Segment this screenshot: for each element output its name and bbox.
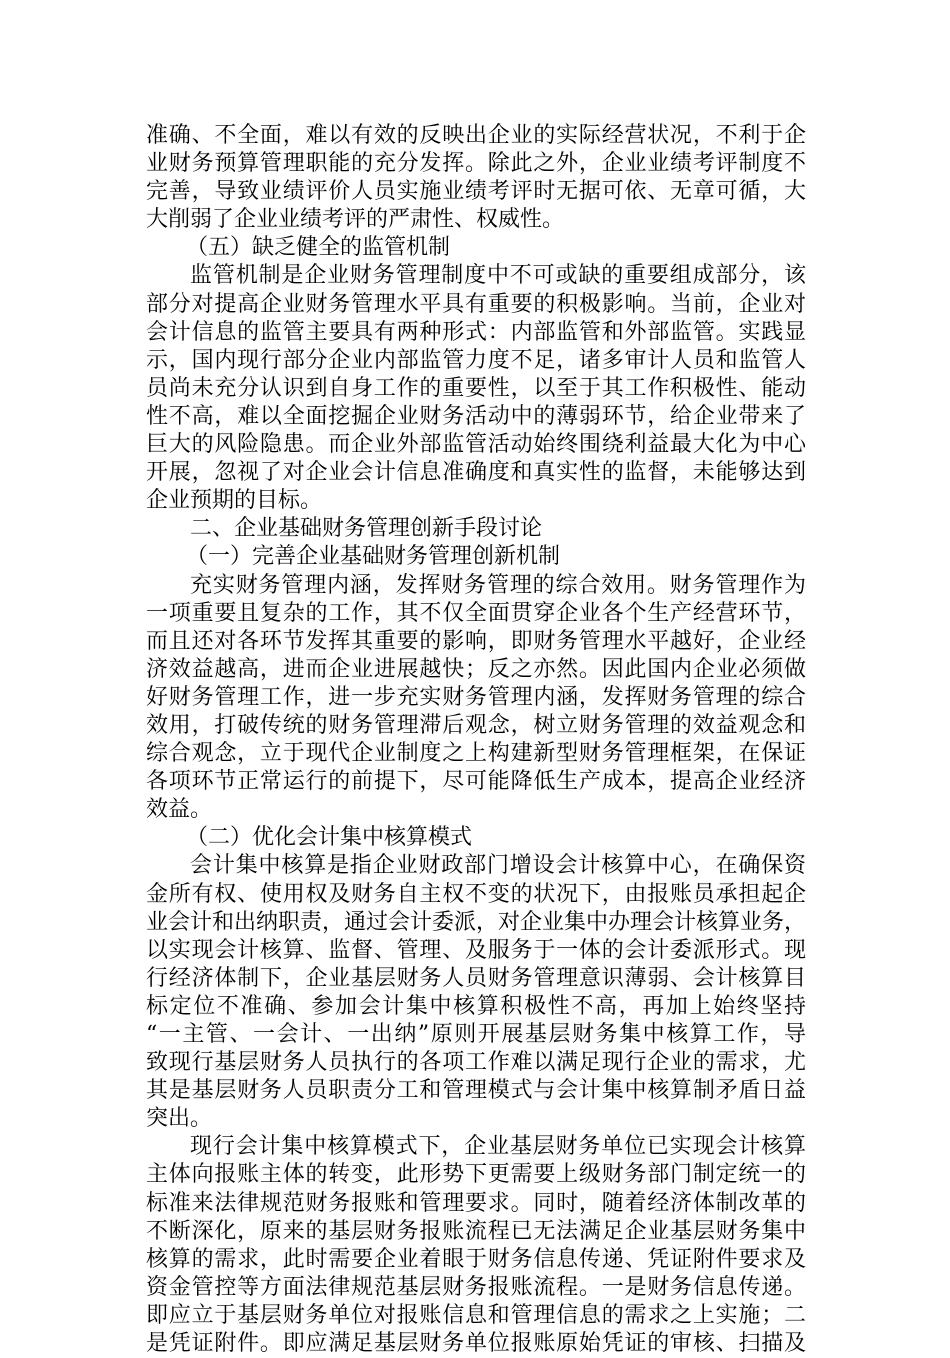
text-line: 济效益越高，进而企业进展越快；反之亦然。因此国内企业必须做 bbox=[146, 656, 806, 682]
text-line: 会计集中核算是指企业财政部门增设会计核算中心，在确保资 bbox=[190, 853, 806, 879]
text-line: 各项环节正常运行的前提下，尽可能降低生产成本，提高企业经济 bbox=[146, 769, 806, 795]
text-line: 不断深化，原来的基层财务报账流程已无法满足企业基层财务集中 bbox=[146, 1218, 806, 1244]
document-body bbox=[146, 122, 806, 1358]
section-heading: 二、企业基础财务管理创新手段讨论 bbox=[190, 516, 543, 542]
text-line: 主体向报账主体的转变，此形势下更需要上级财务部门制定统一的 bbox=[146, 1162, 806, 1188]
text-line: 以实现会计核算、监督、管理、及服务于一体的会计委派形式。现 bbox=[146, 937, 806, 963]
text-line: 监管机制是企业财务管理制度中不可或缺的重要组成部分，该 bbox=[190, 263, 806, 289]
text-line: 即应立于基层财务单位对报账信息和管理信息的需求之上实施；二 bbox=[146, 1302, 806, 1328]
text-line: 金所有权、使用权及财务自主权不变的状况下，由报账员承担起企 bbox=[146, 881, 806, 907]
text-line: 性不高，难以全面挖掘企业财务活动中的薄弱环节，给企业带来了 bbox=[146, 403, 806, 429]
text-line: 综合观念，立于现代企业制度之上构建新型财务管理框架，在保证 bbox=[146, 741, 806, 767]
text-line: 而且还对各环节发挥其重要的影响，即财务管理水平越好，企业经 bbox=[146, 628, 806, 654]
text-line: 现行会计集中核算模式下，企业基层财务单位已实现会计核算 bbox=[190, 1134, 806, 1160]
text-line: 是凭证附件。即应满足基层财务单位报账原始凭证的审核、扫描及 bbox=[146, 1331, 806, 1357]
text-line: 效益。 bbox=[146, 797, 213, 823]
section-heading: （五）缺乏健全的监管机制 bbox=[186, 235, 451, 261]
text-line: 员尚未充分认识到自身工作的重要性，以至于其工作积极性、能动 bbox=[146, 375, 806, 401]
section-heading: （一）完善企业基础财务管理创新机制 bbox=[186, 544, 561, 570]
text-line: 突出。 bbox=[146, 1106, 213, 1132]
text-line: 业会计和出纳职责，通过会计委派，对企业集中办理会计核算业务， bbox=[146, 909, 807, 935]
text-line: 会计信息的监管主要具有两种形式：内部监管和外部监管。实践显 bbox=[146, 319, 806, 345]
text-line: 致现行基层财务人员执行的各项工作难以满足现行企业的需求，尤 bbox=[146, 1050, 806, 1076]
text-line: 核算的需求，此时需要企业着眼于财务信息传递、凭证附件要求及 bbox=[146, 1246, 806, 1272]
text-line: 巨大的风险隐患。而企业外部监管活动始终围绕利益最大化为中心 bbox=[146, 432, 806, 458]
text-line: 行经济体制下，企业基层财务人员财务管理意识薄弱、会计核算目 bbox=[146, 965, 806, 991]
text-line: 资金管控等方面法律规范基层财务报账流程。一是财务信息传递。 bbox=[146, 1274, 806, 1300]
text-line: 准确、不全面，难以有效的反映出企业的实际经营状况，不利于企 bbox=[146, 123, 806, 148]
text-line: 示，国内现行部分企业内部监管力度不足，诸多审计人员和监管人 bbox=[146, 347, 806, 373]
text-line: 好财务管理工作，进一步充实财务管理内涵，发挥财务管理的综合 bbox=[146, 684, 806, 710]
text-line: 其是基层财务人员职责分工和管理模式与会计集中核算制矛盾日益 bbox=[146, 1078, 806, 1104]
text-line: 业财务预算管理职能的充分发挥。除此之外，企业业绩考评制度不 bbox=[146, 151, 806, 177]
text-line: 开展，忽视了对企业会计信息准确度和真实性的监督，未能够达到 bbox=[146, 460, 806, 486]
text-line: 标准来法律规范财务报账和管理要求。同时，随着经济体制改革的 bbox=[146, 1190, 806, 1216]
text-line: 标定位不准确、参加会计集中核算积极性不高，再加上始终坚持 bbox=[146, 993, 806, 1019]
text-line: 效用，打破传统的财务管理滞后观念，树立财务管理的效益观念和 bbox=[146, 712, 806, 738]
section-heading: （二）优化会计集中核算模式 bbox=[186, 825, 473, 851]
text-line: 部分对提高企业财务管理水平具有重要的积极影响。当前，企业对 bbox=[146, 291, 806, 317]
text-line: 大削弱了企业业绩考评的严肃性、权威性。 bbox=[146, 207, 565, 233]
text-line: “一主管、一会计、一出纳”原则开展基层财务集中核算工作，导 bbox=[146, 1022, 806, 1047]
text-line: 企业预期的目标。 bbox=[146, 488, 323, 514]
text-line: 一项重要且复杂的工作，其不仅全面贯穿企业各个生产经营环节， bbox=[146, 600, 806, 626]
text-line: 充实财务管理内涵，发挥财务管理的综合效用。财务管理作为 bbox=[190, 572, 806, 598]
text-line: 完善，导致业绩评价人员实施业绩考评时无据可依、无章可循，大 bbox=[146, 179, 806, 205]
